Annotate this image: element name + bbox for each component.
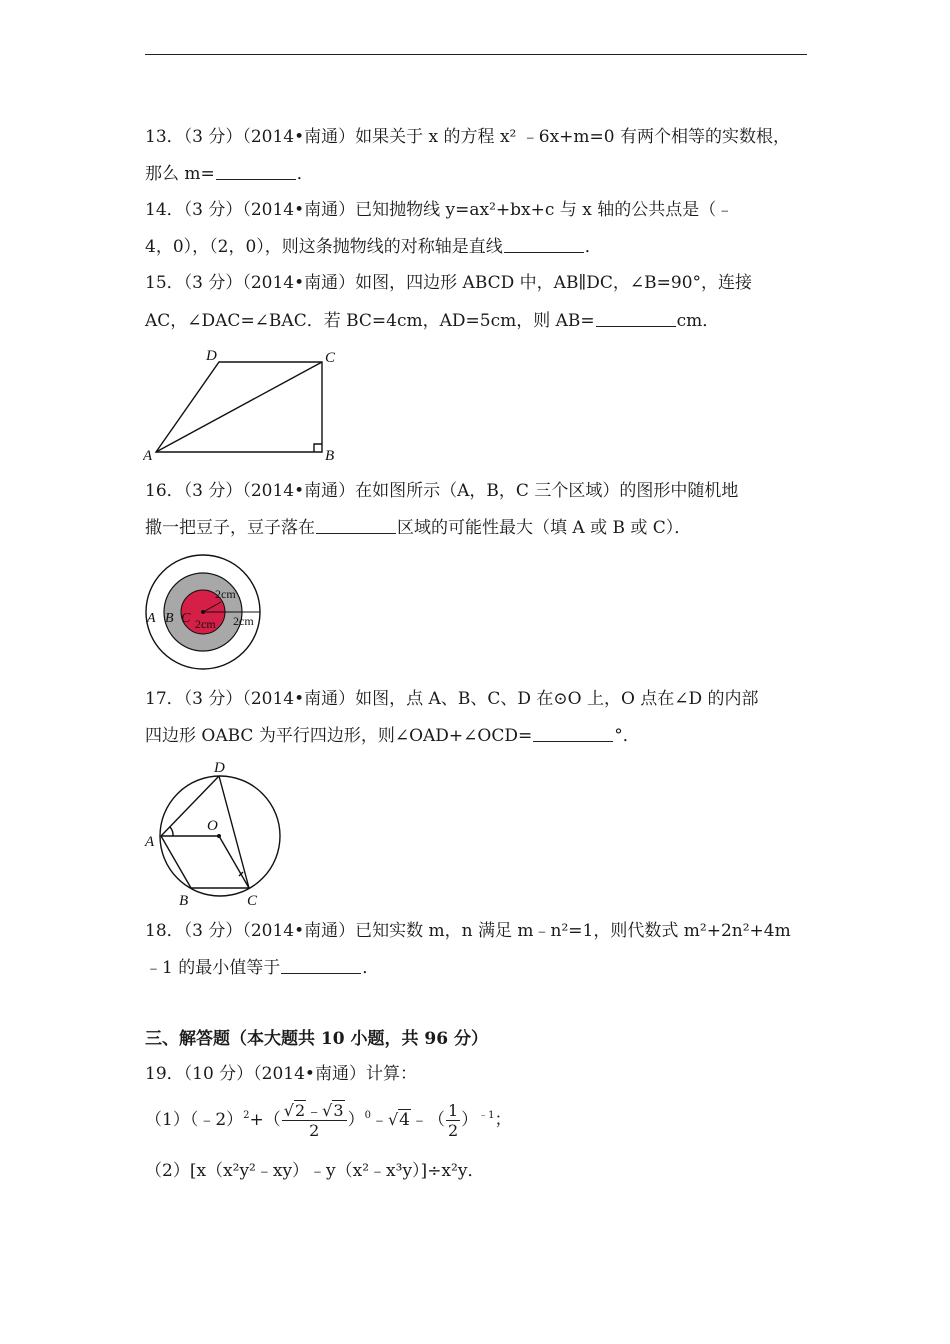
p1-exp-neg1: ﹣1: [478, 1110, 495, 1121]
p1-half-num: 1: [447, 1100, 459, 1120]
q14-end: ．: [584, 237, 602, 257]
label-b: B: [165, 611, 174, 626]
radius-label-2: 2cm: [195, 617, 216, 631]
p1-r3: 3: [333, 1100, 344, 1120]
p1-r4: 4: [399, 1110, 410, 1130]
label-b: B: [325, 448, 335, 464]
label-o: O: [207, 818, 218, 834]
p1-minus: ﹣: [306, 1100, 323, 1120]
q15-text: AC，∠DAC=∠BAC．若 BC=4cm，AD=5cm，则 AB=: [145, 311, 595, 331]
q14-text: 4，0），（2，0），则这条抛物线的对称轴是直线: [145, 237, 503, 257]
q17-end: °．: [614, 726, 640, 746]
label-d: D: [214, 760, 225, 776]
q15-line1: 15．（3 分）（2014•南通）如图，四边形 ABCD 中，AB∥DC，∠B=90°，连接: [145, 273, 753, 293]
q16-target-figure: [143, 552, 267, 674]
p1-half: [446, 1100, 460, 1140]
q18-line1: 18．（3 分）（2014•南通）已知实数 m，n 满足 m﹣n²=1，则代数式 m²+2n²+4m: [145, 921, 791, 941]
p1-denominator: 2: [309, 1120, 320, 1140]
q13-line1: 13．（3 分）（2014•南通）如果关于 x 的方程 x² ﹣6x+m=0 有两个相等的实数根，: [145, 127, 790, 147]
q17-circle-figure: [143, 756, 293, 912]
q15-end: cm．: [676, 311, 720, 331]
q14-line1: 14．（3 分）（2014•南通）已知抛物线 y=ax²+bx+c 与 x 轴的公共点是（﹣: [145, 200, 734, 220]
q16-line1: 16．（3 分）（2014•南通）在如图所示（A，B，C 三个区域）的图形中随机地: [145, 481, 739, 501]
q18-text: ﹣1 的最小值等于: [145, 958, 281, 978]
segment-oc: [219, 836, 249, 888]
p1-minus2: ﹣: [370, 1110, 388, 1130]
segment-dc: [219, 776, 249, 888]
q19-line1: 19．（10 分）（2014•南通）计算：: [145, 1064, 417, 1084]
label-a: A: [145, 834, 155, 850]
q18-answer-blank[interactable]: [281, 959, 361, 974]
center-dot: [201, 610, 205, 614]
q13-text: 那么 m=: [145, 164, 215, 184]
p1-half-den: 2: [447, 1120, 459, 1140]
q15-answer-blank[interactable]: [596, 312, 676, 327]
q14-line2: [145, 236, 602, 258]
q17-line2: [145, 725, 640, 747]
q13-answer-blank[interactable]: [216, 165, 296, 180]
q16-end: 区域的可能性最大（填 A 或 B 或 C）．: [397, 518, 692, 538]
p1-exp2: 2: [243, 1110, 250, 1121]
q16-answer-blank[interactable]: [316, 519, 396, 534]
radius-label-1: 2cm: [215, 587, 236, 601]
p1-plus: +（: [249, 1110, 281, 1130]
p1-exp0: 0: [364, 1110, 371, 1121]
q17-line1: 17．（3 分）（2014•南通）如图，点 A、B、C、D 在⊙O 上，O 点在∠D 的内部: [145, 689, 759, 709]
q16-text: 撒一把豆子，豆子落在: [145, 518, 315, 538]
q15-trapezoid-figure: [143, 342, 353, 466]
p1-close2: ）: [461, 1110, 479, 1130]
label-c: C: [247, 893, 258, 909]
label-c: C: [181, 611, 191, 626]
diagonal-ac: [156, 362, 322, 452]
right-angle-mark: [314, 444, 322, 452]
label-c: C: [325, 350, 336, 366]
label-d: D: [206, 348, 217, 364]
q19-part2: （2）[x（x²y²﹣xy）﹣y（x²﹣x³y）]÷x²y．: [145, 1161, 485, 1181]
p1-label: （1）（﹣2）: [145, 1110, 244, 1130]
p1-fraction: [282, 1100, 347, 1140]
q13-line2: [145, 163, 314, 185]
q13-end: ．: [296, 164, 314, 184]
q17-text: 四边形 OABC 为平行四边形，则∠OAD+∠OCD=: [145, 726, 533, 746]
label-a: A: [143, 448, 153, 464]
q17-answer-blank[interactable]: [533, 727, 613, 742]
p1-close: ）: [347, 1110, 365, 1130]
q14-answer-blank[interactable]: [504, 238, 584, 253]
p1-r2: 2: [294, 1100, 306, 1120]
label-b: B: [179, 893, 189, 909]
q18-line2: [145, 957, 379, 979]
label-a: A: [147, 611, 156, 626]
q15-line2: [145, 310, 719, 332]
section-heading: 三、解答题（本大题共 10 小题，共 96 分）: [145, 1029, 488, 1049]
p1-numerator: √2﹣√3: [282, 1103, 347, 1121]
radius-label-3: 2cm: [233, 614, 254, 628]
angle-arc-a: [170, 827, 173, 836]
q19-part1: （1）（﹣2）$^2$+（ $\frac{√2﹣√3}{2}$ ）$^0$﹣√4﹣（ $\frac{1}{2}$ ）$^{﹣1}$；: [145, 1100, 512, 1140]
center-dot: [217, 834, 221, 838]
p1-end: ；: [494, 1110, 512, 1130]
q16-line2: [145, 517, 691, 539]
q18-end: ．: [362, 958, 380, 978]
p1-minus3: ﹣（: [410, 1110, 445, 1130]
header-rule: [145, 54, 807, 55]
